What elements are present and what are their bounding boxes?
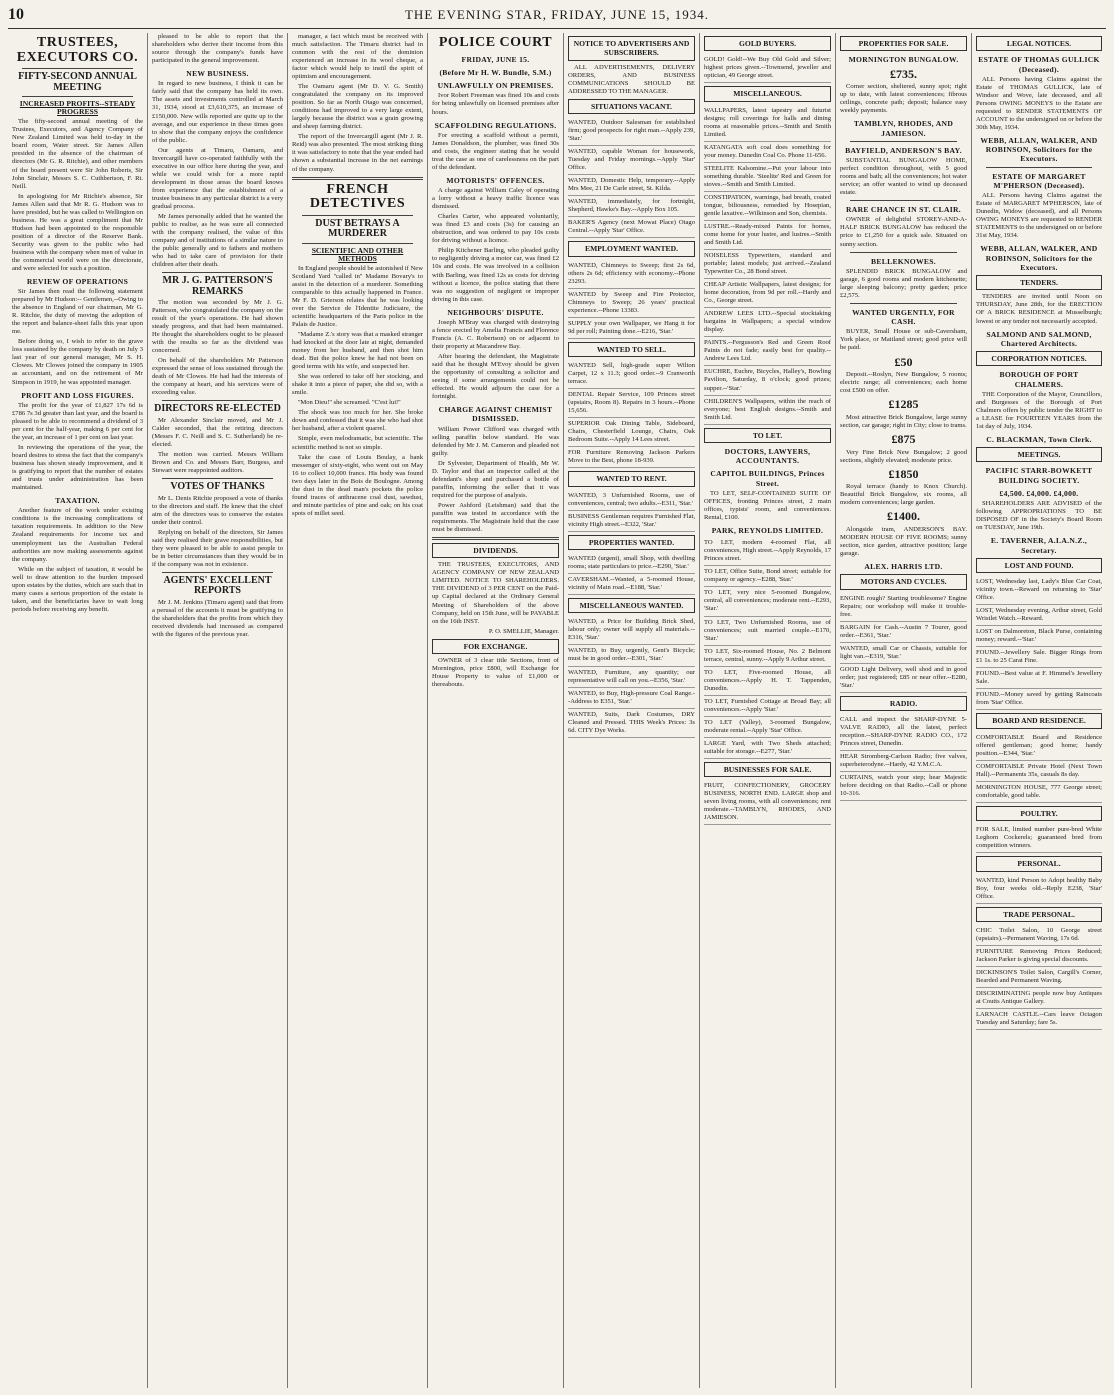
listing-title: BELLEKNOWES. <box>870 256 936 266</box>
classified-ad: ENGINE rough? Starting troublesome? Engine Repairs; our workshop will make it trouble-free. <box>840 593 967 622</box>
article-paragraph: In apologising for Mr Ritchie's absence, Sir James Allen said that Mr R. G. Hudson was to have presided, but he was called to Wellington on business. He was a great compliment that Mr Hudson had been appointed to the responsible position of a director of the Reserve Bank. Security was given to the public who had business with the company when men of value in the commercial world were on the directorate, and were selected for such a position. <box>12 192 144 272</box>
radio-heading: RADIO. <box>840 696 967 711</box>
to-let-body: TO LET, SELF-CONTAINED SUITE OF OFFICES, fronting Princes street, 2 main offices, typists' room, and conveniences. Rental, £100. <box>704 489 831 521</box>
poultry-heading: POULTRY. <box>976 806 1102 821</box>
notice-signature: C. BLACKMAN, Town Clerk. <box>986 434 1092 444</box>
classified-ad: CHIC Toilet Salon, 10 George street (upstairs).--Permanent Waving, 17s 6d. <box>976 925 1102 946</box>
court-bench: (Before Mr H. W. Bundle, S.M.) <box>439 67 552 77</box>
headline-trustees: TRUSTEES, EXECUTORS CO. <box>16 35 139 65</box>
classified-ad: WANTED by Sweep and Fire Protector, Chimneys to Sweep; 26 years' practical experience.--Phone 13383. <box>568 289 695 318</box>
listing-price: £50 <box>894 354 913 369</box>
employment-wanted-heading: EMPLOYMENT WANTED. <box>568 241 695 256</box>
article-paragraph: The report of the Invercargill agent (Mr J. R. Reid) was also presented. The most striking thing it was satisfactory to note that the year ended had shown a substantial increase in the net earnings of the company. <box>292 133 423 173</box>
article-paragraph: pleased to be able to report that the shareholders who derive their income from this source through the company's funds have participated in the general improvement. <box>152 33 283 65</box>
classified-ad: LOST, Wednesday evening, Arthur street, Gold Wristlet Watch.--Reward. <box>976 605 1102 626</box>
capitol-buildings: CAPITOL BUILDINGS, Princes Street. <box>710 469 825 488</box>
divider <box>850 303 957 304</box>
listing-title: MORNINGTON BUNGALOW. <box>848 55 959 65</box>
notice-heading: NOTICE TO ADVERTISERS AND SUBSCRIBERS. <box>568 36 695 61</box>
column-2 <box>148 33 288 1388</box>
classified-ad: TO LET, Two Unfurnished Rooms, use of conveniences; suit married couple.--E170, 'Star.' <box>704 617 831 646</box>
classified-ad: COMFORTABLE Private Hotel (Next Town Hall).--Permanents 35s, casuals 8s day. <box>976 761 1102 782</box>
classified-ad: FURNITURE Removing Prices Reduced; Jackson Parker is giving special discounts. <box>976 946 1102 967</box>
notice-body: THE Corporation of the Mayor, Councillors, and Burgesses of the Borough of Port Chalmers offers by public tender the RIGHT to a LEASE for FOURTEEN YEARS from the 1st day of July, 1934. <box>976 390 1102 430</box>
article-paragraph: The motion was carried. Messrs William Brown and Co. and Messrs Barr, Burgess, and Stewart were reappointed auditors. <box>152 451 283 475</box>
classified-ad: BARGAIN for Cash.--Austin 7 Tourer, good order.--E361, 'Star.' <box>840 622 967 643</box>
classified-ad: PAINTS.--Fergusson's Red and Green Roof Paints do not fade; easily best for quality.--Andrew Lees Ltd. <box>704 337 831 366</box>
classified-ad: FOUND.--Jewellery Sale. Bigger Rings from £1 1s. to 25 Carat Fine. <box>976 647 1102 668</box>
classified-ad: CONSTIPATION, warnings, bad breath, coated tongue, biliousness, remedied by Hosepian, gentle laxative.--Wilkinson and Son, chemists. <box>704 192 831 221</box>
classified-ad: BAKER'S Agency (next Mowat Place) Otago Central.--Apply 'Star' Office. <box>568 217 695 238</box>
column-6 <box>700 33 836 1388</box>
classified-ad: ANDREW LEES LTD.--Special stocktaking bargains in Wallpapers; a special window display. <box>704 308 831 337</box>
column-7 <box>836 33 972 1388</box>
notice-body: ALL Persons having Claims against the Estate of THOMAS GULLICK, late of Windsor and Wove, late deceased, and all Persons OWING MONEYS to the Estate are requested to RENDER STATEMENTS OF ACCOUNT to the undersigned on or before the 30th May, 1934. <box>976 75 1102 131</box>
classified-ad: LOST on Dalmoreton, Black Purse, containing money; reward.--'Star.' <box>976 626 1102 647</box>
column-4 <box>428 33 564 1388</box>
notice-signature: WEBB, ALLAN, WALKER, AND ROBINSON, Solicitors for the Executors. <box>980 244 1098 272</box>
article-paragraph: Sir James then read the following statement prepared by Mr Hudson:-- Gentlemen,--Owing to the absence in England of our chairman, Mr G. R. Ritchie, the duty of moving the adoption of the report and balance-sheet falls this year upon me. <box>12 288 143 336</box>
classified-ad: WANTED, capable Woman for housework, Tuesday and Friday mornings.--Apply 'Star' Office. <box>568 146 695 175</box>
classified-ad: TO LET, Furnished Cottage at Broad Bay; all conveniences.--Apply 'Star.' <box>704 696 831 717</box>
notice-body: SHAREHOLDERS ARE ADVISED of the following APPROPRIATIONS TO BE DISPOSED OF in the Society's Board Room on TUESDAY, June 19th. <box>976 500 1102 532</box>
article-paragraph: In reviewing the operations of the year, the board desires to stress the fact that the company's business has shown steady improvement, and it is gratifying to report that the number of estates and trusts under administration has been maintained. <box>12 443 143 492</box>
article-paragraph: Dr Sylvester, Department of Health, Mr W. D. Taylor and that an inspector called at the defendant's shop and purchased a bottle of paraffin, informing the seller that it was required for the purpose of analysis. <box>432 459 559 499</box>
properties-for-sale-heading: PROPERTIES FOR SALE. <box>840 36 967 51</box>
classified-ad: WANTED, Chimneys to Sweep; first 2s 6d, others 2s 6d; efficiency with economy.--Phone 23293. <box>568 260 695 289</box>
corporation-notices-heading: CORPORATION NOTICES. <box>976 351 1102 366</box>
classified-ad: CURTAINS, watch your step; hear Majestic before deciding on that Radio.--Call or phone 10-316. <box>840 772 967 801</box>
lost-found-heading: LOST AND FOUND. <box>976 558 1102 573</box>
listing-title: WANTED URGENTLY, FOR CASH. <box>852 307 955 327</box>
notice-title: BOROUGH OF PORT CHALMERS. <box>999 370 1079 389</box>
subhead-annual-meeting: FIFTY-SECOND ANNUAL MEETING <box>18 71 137 93</box>
classified-ad: DICKINSON'S Toilet Salon, Cargill's Corner, Bearded and Permanent Waving. <box>976 967 1102 988</box>
columns <box>8 33 1106 1388</box>
classified-ad: CHEAP Artistic Wallpapers, latest designs; for home decoration, from 9d per roll.--Hardy and Co., George street. <box>704 279 831 308</box>
listing-price: £875 <box>891 431 916 446</box>
situations-vacant-heading: SITUATIONS VACANT. <box>568 99 695 114</box>
classified-ad: STEELITE Kalsomine.--Put your labour into something durable. 'Steelite' Red and Green for stoves.--Smith and Smith Limited. <box>704 163 831 192</box>
classified-ad: TO LET (Valley), 3-roomed Bungalow, moderate rental.--Apply 'Star' Office. <box>704 717 831 738</box>
masthead-title: THE EVENING STAR, FRIDAY, JUNE 15, 1934. <box>404 7 710 22</box>
wanted-to-sell-heading: WANTED TO SELL. <box>568 342 695 357</box>
classified-ad: WANTED, to Buy, High-pressure Coal Range.--Address to E351, 'Star.' <box>568 688 695 709</box>
article-paragraph: Joseph M'Bray was charged with destroying a fence erected by Amelia Francis and Florence Francis (A. C. Robertson) on or adjacent to their property at Macandrew Bay. <box>432 318 559 350</box>
classified-ad: WANTED, a Price for Building Brick Shed, labour only; owner will supply all materials.--E316, 'Star.' <box>568 616 695 645</box>
classified-ad: TO LET, very nice 5-roomed Bungalow, central, all conveniences; moderate rent.--E293, 'Star.' <box>704 587 831 616</box>
listing-title: RARE CHANCE IN ST. CLAIR. <box>846 205 961 215</box>
article-paragraph: Another feature of the work under existing conditions is the increasing complications of taxation requirements. In addition to the New Zealand requirements for income tax and unemployment tax the Australian Federal authorities are now making assessments against the company. <box>12 507 143 563</box>
classified-ad: WANTED, to Buy, urgently, Gent's Bicycle; must be in good order.--E301, 'Star.' <box>568 645 695 666</box>
subhead-agents: AGENTS' EXCELLENT REPORTS <box>163 574 272 597</box>
notice-body: TENDERS are invited until Noon on THURSDAY, June 28th, for the ERECTION OF A BRICK RESIDENCE at Musselburgh; lowest or any tender not necessarily accepted. <box>976 293 1102 325</box>
masthead <box>8 6 1106 29</box>
divider <box>162 400 273 401</box>
article-paragraph: A charge against William Caley of operating a lorry without a heavy traffic licence was dismissed. <box>432 187 559 211</box>
column-3 <box>288 33 428 1388</box>
subhead-dust: DUST BETRAYS A MURDERER <box>315 217 400 240</box>
classified-ad: WANTED, Domestic Help, temporary.--Apply Mrs Mee, 21 De Carle street, St. Kilda. <box>568 175 695 196</box>
classified-ad: KATANGATA soft coal does something for your money. Dunedin Coal Co. Phone 11-656. <box>704 142 831 163</box>
notice-title: ESTATE OF MARGARET M'PHERSON (Deceased). <box>992 171 1086 190</box>
meetings-heading: MEETINGS. <box>976 447 1102 462</box>
classified-ad: WANTED, immediately, for fortnight, Shepherd, Hawke's Bay.--Apply Box 105. <box>568 196 695 217</box>
subhead-patterson: MR J. G. PATTERSON'S REMARKS <box>162 275 273 297</box>
divider <box>162 478 273 479</box>
subhead-directors: DIRECTORS RE-ELECTED <box>154 403 281 415</box>
classified-ad: WANTED, 3 Unfurnished Rooms, use of conveniences, central; two adults.--E311, 'Star.' <box>568 490 695 511</box>
classified-ad: WANTED, Furniture, any quantity; our representative will call on you.--E356, 'Star.' <box>568 667 695 688</box>
section-heading: SCAFFOLDING REGULATIONS. <box>434 120 557 130</box>
listing-price: £1285 <box>888 397 919 412</box>
article-paragraph: manager, a fact which must be received with much satisfaction. The Timaru district had in common with the rest of the dominion experienced an increase in its wool cheque, a factor which would help to instil the spirit of optimism and encouragement. <box>292 33 423 81</box>
article-paragraph: Mr James personally added that he wanted the public to realise, as he was sure all connected with the company realised, the value of this company and of institutions of a similar nature to the public generally and to fathers and mothers who had to take care of provision for their children after their death. <box>152 212 283 269</box>
listing-body: Most attractive Brick Bungalow, large sunny section, car garage; right in City; close to trams. <box>840 413 967 429</box>
section-heading: PROFIT AND LOSS FIGURES. <box>21 390 134 400</box>
divider <box>986 167 1092 168</box>
court-date: FRIDAY, JUNE 15. <box>461 54 530 64</box>
listing-price: £1400. <box>887 509 920 524</box>
misc-wanted-heading: MISCELLANEOUS WANTED. <box>568 598 695 613</box>
classified-ad: CALL and inspect the SHARP-DYNE 5-VALVE RADIO, all the latest, perfect reception.--SHARP-DYNE RADIO CO., 172 Princes street, Dunedin. <box>840 714 967 751</box>
classified-ad: LARGE Yard, with Two Sheds attached; suitable for storage.--E277, 'Star.' <box>704 738 831 759</box>
miscellaneous-heading: MISCELLANEOUS. <box>704 86 831 101</box>
article-paragraph: Take the case of Louis Boulay, a bank messenger of sixty-eight, who went out on May 16 to collect 10,000 francs. His body was found two days later in the Bois de Boulogne. Among the dust in the dead man's pockets the police found traces of anthracene coal dust, sawdust, and minute particles of pine and oak; on his coat spots of millet seed. <box>292 453 423 517</box>
listing-price: £735. <box>890 66 917 81</box>
subhead-votes: VOTES OF THANKS <box>170 481 265 493</box>
classified-ad: FOR SALE, limited number pure-bred White Leghorn Cockerels; guaranteed bred from competition winners. <box>976 824 1102 853</box>
article-paragraph: While on the subject of taxation, it would be well to draw attention to the burden imposed upon estates by the duties, which are such that in many cases a serious proportion of the estate is taken, and the beneficiaries have to wait long periods before receiving any benefit. <box>12 565 143 613</box>
divider <box>850 200 957 201</box>
article-paragraph: ''Madame Z.'s story was that a masked stranger had knocked at the door late at night, demanded money from her husband, and then shot him dead. But the police knew he had not been on good terms with his wife, and suspected her. <box>292 331 423 371</box>
subhead-methods: SCIENTIFIC AND OTHER METHODS <box>311 245 404 263</box>
article-paragraph: Mr L. Denis Ritchie proposed a vote of thanks to the directors and staff. He knew that the chief aim of the directors was to conserve the estates under their control. <box>152 494 283 526</box>
businesses-for-sale-heading: BUSINESSES FOR SALE. <box>704 762 831 777</box>
classified-ad: DENTAL Repair Service, 109 Princes street (upstairs, Room 8). Repairs in 3 hours.--Phone 15,656. <box>568 389 695 418</box>
article-paragraph: After hearing the defendant, the Magistrate said that he thought M'Evoy should be given the opportunity of consulting a solicitor and seeing if some arrangements could not be effected. He would adjourn the case for a fortnight. <box>432 353 559 401</box>
divider <box>850 141 957 142</box>
divider <box>302 243 413 244</box>
listing-body: Royal terrace (handy to Knox Church). Beautiful Brick Bungalow, six rooms, all modern conveniences; large garden. <box>840 483 967 507</box>
trade-personal-heading: TRADE PERSONAL. <box>976 907 1102 922</box>
article-paragraph: Simple, even melodramatic, but scientific. The scientific method is not so simple. <box>292 435 423 451</box>
section-heading: TAXATION. <box>55 496 100 506</box>
article-paragraph: Power Ashford (Leishman) said that the paraffin was tested in accordance with the requirements. The Magistrate held that the case must be dismissed. <box>432 501 559 534</box>
board-residence-heading: BOARD AND RESIDENCE. <box>976 713 1102 728</box>
listing-agent: TAMBLYN, RHODES, AND JAMIESON. <box>853 119 954 138</box>
classified-ad: TO LET, Six-roomed House, No. 2 Belmont terrace, central, sunny.--Apply 9 Arthur street. <box>704 646 831 667</box>
article-paragraph: Our agents at Timaru, Oamaru, and Invercargill have co-operated faithfully with the executive in our office here during the year, and while we could wish for a more rapid development in those areas the board knows from experience that the establishment of a trustee business in any particular district is a very gradual process. <box>152 146 283 210</box>
dividends-heading: DIVIDENDS. <box>432 543 559 558</box>
classified-ad: CHILDREN'S Wallpapers, within the reach of everyone; best English designs.--Smith and Smith Ltd. <box>704 396 831 425</box>
classified-ad: NOISELESS Typewriters, standard and portable; latest models; just arrived.--Zealand Typewriter Co., 28 Bond street. <box>704 250 831 279</box>
column-5 <box>564 33 700 1388</box>
listing-body: SPLENDID BRICK BUNGALOW and garage, 6 good rooms and modern kitchenette; large sleeping balcony; pretty garden; price £2,575. <box>840 267 967 299</box>
listing-body: SUBSTANTIAL BUNGALOW HOME, perfect condition throughout, with 5 good rooms and bath; all the conveniences; hot water service; an offer wanted to wind up deceased estate. <box>840 157 967 197</box>
wanted-to-rent-heading: WANTED TO RENT. <box>568 471 695 486</box>
article-paragraph: The Oamaru agent (Mr D. V. G. Smith) congratulated the company on its improved position. So far as North Otago was concerned, conditions had improved to a very large extent, largely because the district was a grain growing and sheep farming district. <box>292 83 423 131</box>
listing-body: Deposit.--Roslyn, New Bungalow, 5 rooms; electric range; all conveniences; each home cost £500 on offer. <box>840 371 967 395</box>
classified-ad: LUSTRE.--Ready-mixed Paints for homes, come home for your lustre, and lustres.--Smith and Smith Ltd. <box>704 221 831 250</box>
legal-notices-heading: LEGAL NOTICES. <box>976 36 1102 51</box>
divider <box>162 272 273 273</box>
to-let-heading: TO LET. <box>704 428 831 443</box>
article-paragraph: The motion was seconded by Mr J. G. Patterson, who congratulated the company on the result of the year's operations. He had shown steady progress, and that had been maintained. He thought the shareholders ought to be pleased with the results so far as the dividend was concerned. <box>152 299 283 355</box>
divider <box>850 252 957 253</box>
classified-ad: MORNINGTON HOUSE, 777 George street; comfortable, good table. <box>976 782 1102 803</box>
motors-heading: MOTORS AND CYCLES. <box>840 574 967 589</box>
headline-police-court: POLICE COURT <box>438 35 553 50</box>
classified-ad: WANTED, Outdoor Salesman for established firm; good prospects for right man.--Apply 239, 'Star.' <box>568 117 695 146</box>
classified-ad: FOUND.--Best value at F. Himmel's Jewellery Sale. <box>976 668 1102 689</box>
notice-body: ALL ADVERTISEMENTS, DELIVERY ORDERS, AND BUSINESS COMMUNICATIONS SHOULD BE ADDRESSED TO THE MANAGER. <box>568 63 695 95</box>
page-number: 10 <box>8 6 24 23</box>
classified-ad: EUCHRE, Euchre, Bicycles, Halley's, Bowling Pavilion, Saturday, 8 o'clock; good prizes; supper.--'Star.' <box>704 366 831 395</box>
classified-ad: WANTED (urgent), small Shop, with dwelling rooms; state particulars to price.--E290, 'Star.' <box>568 553 695 574</box>
article-paragraph: Charles Carter, who appeared voluntarily, was fined £3 and costs (3s) for causing an obstruction, and was ordered to pay 10s costs for driving without a licence. <box>432 213 559 245</box>
classified-ad: DISCRIMINATING people now buy Antiques at Coutts Antique Gallery. <box>976 988 1102 1009</box>
article-paragraph: Philip Kitchener Barling, who pleaded guilty to negligently driving a motor car, was fined £2 10s and costs. He was involved in a collision with Barling, was fined 12s as costs for driving without a licence, the police stating that there was no suggestion of negligent or improper driving in this case. <box>432 247 559 303</box>
meeting-figures: £4,500. £4,000. £4,000. <box>999 488 1079 498</box>
to-let-agent: PARK, REYNOLDS LIMITED. <box>711 526 824 535</box>
dividends-notice: THE TRUSTEES, EXECUTORS, AND AGENCY COMPANY OF NEW ZEALAND LIMITED. NOTICE TO SHAREHOLDERS. THE DIVIDEND of 3 PER CENT on the Paid-up Capital declared at the Ordinary General Meeting of Shareholders of the above Company, held on 15th June, will be PAYABLE on the 16th INST. <box>432 561 559 625</box>
classified-ad: GOOD Light Delivery, well shod and in good order; just registered; £85 or near offer.--E280, 'Star.' <box>840 664 967 693</box>
section-heading: UNLAWFULLY ON PREMISES. <box>437 81 554 91</box>
listing-body: Very Fine Brick New Bungalow; 2 good sections, slightly elevated; moderate price. <box>840 448 967 464</box>
headline-french-detectives: FRENCH DETECTIVES <box>309 181 406 212</box>
classified-ad: TO LET, modern 4-roomed Flat, all conveniences, High street.--Apply Reynolds, 17 Princes street. <box>704 537 831 566</box>
exchange-ad: OWNER of 3 clear title Sections, front of Mornington, price £800, will Exchange for House Property to value of £1,000 or thereabouts. <box>432 656 559 688</box>
classified-ad: FOR Furniture Removing Jackson Parkers Move to the Best, phone 18-939. <box>568 447 695 468</box>
exchange-heading: FOR EXCHANGE. <box>432 639 559 654</box>
listing-body: Corner section, sheltered, sunny spot; right up to date, with latest conveniences; fibrous ceilings, concrete path; deposit; balance easy weekly payments. <box>840 83 967 115</box>
gold-buyers-heading: GOLD BUYERS. <box>704 36 831 51</box>
classified-ad: SUPERIOR Oak Dining Table, Sideboard, Chairs, Chesterfield Lounge, Chairs, Oak Bedroom Suite.--Apply 14 Lees street. <box>568 418 695 447</box>
notice-signature: WEBB, ALLAN, WALKER, AND ROBINSON, Solicitors for the Executors. <box>980 135 1098 164</box>
classified-ad: LARNACH CASTLE.--Cars leave Octagon Tuesday and Saturday; fare 5s. <box>976 1009 1102 1030</box>
divider <box>162 572 273 573</box>
article-paragraph: On behalf of the shareholders Mr Patterson expressed the sense of loss sustained through the death of Mr Clowes. He had had the interests of the company at heart, and his services were of exceeding value. <box>152 357 283 397</box>
article-paragraph: Replying on behalf of the directors, Sir James said they realised their grave responsibilities, but they were pleased to be able to assist people to be in better circumstances than they would be in if the company was not in existence. <box>152 528 283 568</box>
notice-title: ESTATE OF THOMAS GULLICK (Deceased). <box>978 55 1100 74</box>
notice-signature: SALMOND AND SALMOND, Chartered Architects. <box>986 329 1092 348</box>
listing-agent: ALEX. HARRIS LTD. <box>864 562 943 572</box>
classified-ad: GOLD! Gold!--We Buy Old Gold and Silver; highest prices given.--Townsend, jeweller and optician, 49 George street. <box>704 54 831 83</box>
section-heading: NEIGHBOURS' DISPUTE. <box>447 307 544 317</box>
classified-ad: FRUIT, CONFECTIONERY, GROCERY BUSINESS, NORTH END. LARGE shop and seven living rooms, with all conveniences; rent moderate.--TAMBLYN, RHODES, AND JAMIESON. <box>704 780 831 825</box>
listing-title: BAYFIELD, ANDERSON'S BAY. <box>845 145 962 155</box>
divider <box>302 215 413 216</box>
column-1 <box>8 33 148 1388</box>
classified-ad: SUPPLY your own Wallpaper, we Hang it for 9d per roll; Painting done.--E216, 'Star.' <box>568 318 695 339</box>
personal-heading: PERSONAL. <box>976 856 1102 871</box>
article-paragraph: For erecting a scaffold without a permit, James Donaldson, the plumber, was fined 30s and costs, the engineer stating that he would treat the case as one of carelessness on the part of the defendant. <box>432 131 559 171</box>
divider <box>22 68 133 69</box>
article-paragraph: Before doing so, I wish to refer to the grave loss sustained by the company by death on July 3 last year of our general manager, Mr S. H. Clowes. Mr Clowes joined the company in 1905 as accountant, and on the retirement of Mr Simpson in 1919, he was appointed manager. <box>12 338 143 386</box>
classified-ad: COMFORTABLE Board and Residence offered gentleman; good home; handy position.--E344, 'Star.' <box>976 732 1102 761</box>
classified-ad: TO LET, Five-roomed House, all conveniences.--Apply H. T. Tappenden, Dunedin. <box>704 667 831 696</box>
properties-wanted-heading: PROPERTIES WANTED. <box>568 535 695 550</box>
article-paragraph: The profit for the year of £1,827 17s 6d is £786 7s 3d greater than last year, and the board is pleased to be able to recommend a dividend of 3 per cent for the half-year, making 6 per cent for the year, an increase of 1 per cent on last year. <box>12 401 143 441</box>
section-heading: CHARGE AGAINST CHEMIST DISMISSED. <box>438 405 553 424</box>
article-paragraph: In England people should be astonished if New Scotland Yard ''called in'' Madame Bovary's to assist in the detection of a murderer. Something comparable to this actually happened in France. Mr F. D. Grierson relates that he was looking over the Service de l'Identite Judiciaire, the scientific headquarters of the Paris police in the Palais de Justice. <box>292 264 423 329</box>
article-paragraph: William Power Clifford was charged with selling paraffin below standard. He was defended by Mr J. M. Cameron and pleaded not guilty. <box>432 425 559 457</box>
classified-ad: WALLPAPERS, latest tapestry and futurist designs; roll coverings for halls and dining rooms at reasonable prices.--Smith and Smith Limited. <box>704 105 831 142</box>
listing-body: BUYER, Small House or sub-Caversham, York place, or Maitland street; good price will be paid. <box>840 328 967 352</box>
section-heading: NEW BUSINESS. <box>186 69 249 79</box>
article-paragraph: Mr Alexander Sinclair moved, and Mr J. Calder seconded, that the retiring directors (Messrs F. C. Neill and S. C. Sutherland) be re-elected. <box>152 416 283 449</box>
subhead-profits: INCREASED PROFITS--STEADY PROGRESS <box>19 99 136 117</box>
section-heading: REVIEW OF OPERATIONS <box>26 276 129 286</box>
notice-title: PACIFIC STARR-BOWKETT BUILDING SOCIETY. <box>985 466 1093 485</box>
classified-ad: WANTED, kind Person to Adopt healthy Baby Boy, four weeks old.--Reply E238, 'Star' Office. <box>976 875 1102 904</box>
divider <box>432 537 559 540</box>
article-paragraph: Mr J. M. Jenkins (Timaru agent) said that from a perusal of the accounts it must be gratifying to the shareholders that the profits from which they received dividends had increased as compared with the figures of the previous year. <box>152 598 283 639</box>
classified-ad: TO LET, Office Suite, Bond street; suitable for company or agency.--E288, 'Star.' <box>704 566 831 587</box>
notice-signature: E. TAVERNER, A.I.A.N.Z., Secretary. <box>990 536 1088 555</box>
classified-ad: WANTED, small Car or Chassis, suitable for light van.--E319, 'Star.' <box>840 643 967 664</box>
column-8 <box>972 33 1106 1388</box>
article-paragraph: The fifty-second annual meeting of the Trustees, Executors, and Agency Company of New Zealand Limited was held to-day in the board room, Water street. Sir James Allen presided in the absence of the chairman of directors (Mr G. R. Ritchie), and other members of the board present were Sir John Roberts, Sir John Sinclair, Messrs S. C. Cuthbertson, F. Rt. Neill. <box>12 118 143 190</box>
article-paragraph: Ivor Robert Freeman was fined 10s and costs for being unlawfully on licensed premises after hours. <box>432 92 559 116</box>
article-paragraph: In regard to new business, I think it can be fairly said that the company has held its own. The assets and investments controlled at March 31, 1934, stood at £3,610,375, an increase of £150,000. New wills reported are quite up to the average, and our experience in these times goes to show that the company enjoys the confidence of the public. <box>152 80 283 144</box>
divider <box>292 177 423 180</box>
classified-ad: LOST, Wednesday last, Lady's Blue Car Coat, vicinity town.--Reward on returning to 'Star' Office. <box>976 576 1102 605</box>
article-paragraph: The shock was too much for her. She broke down and confessed that it was she who had shot her husband, after a violent quarrel. <box>292 409 423 433</box>
classified-ad: BUSINESS Gentleman requires Furnished Flat, vicinity High street.--E322, 'Star.' <box>568 511 695 532</box>
article-paragraph: ''Mon Dieu!'' she screamed. ''C'est lui!'' <box>298 399 401 407</box>
section-heading: MOTORISTS' OFFENCES. <box>446 175 545 185</box>
divider <box>22 96 133 97</box>
notice-body: ALL Persons having Claims against the Estate of MARGARET M'PHERSON, late of Dunedin, Widow (deceased), and all Persons OWING MONEYS are requested to RENDER STATEMENTS to the undersigned on or before 31st May, 1934. <box>976 192 1102 240</box>
dry-cleaning-ad: WANTED, Suits, Dark Costumes, DRY Cleaned and Pressed. THIS Week's Prices: 3s 6d. CITY Dye Works. <box>568 709 695 738</box>
classified-ad: CAVERSHAM.--Wanted, a 5-roomed House, vicinity of Main road.--E188, 'Star.' <box>568 574 695 595</box>
classified-ad: WANTED Sell, high-grade super Wilton Carpet, 12 x 11.3; good order.--9 Cranworth terrace. <box>568 360 695 389</box>
listing-body: Alongside tram, ANDERSON'S BAY. MODERN HOUSE OF FIVE ROOMS; sunny section, nice garden, attractive position; large garage. <box>840 525 967 558</box>
to-let-subheading: DOCTORS, LAWYERS, ACCOUNTANTS. <box>724 446 811 466</box>
dividends-signature: P. O. SMELLIE, Manager. <box>488 627 559 635</box>
classified-ad: FOUND.--Money saved by getting Raincoats from 'Star' Office. <box>976 689 1102 710</box>
classified-ad: HEAR Stromberg-Carlson Radio; five valves, superheterodyne.--Hardy, 42 Y.M.C.A. <box>840 751 967 772</box>
listing-price: £1850 <box>888 466 919 481</box>
listing-body: OWNER of delightful STOREY-AND-A-HALF BRICK BUNGALOW has reduced the price to £1,250 for a quick sale. Situated on sunny section. <box>840 216 967 248</box>
article-paragraph: She was ordered to take off her stocking, and shake it into a piece of paper, she did so, with a smile. <box>292 373 423 397</box>
tenders-heading: TENDERS. <box>976 275 1102 290</box>
